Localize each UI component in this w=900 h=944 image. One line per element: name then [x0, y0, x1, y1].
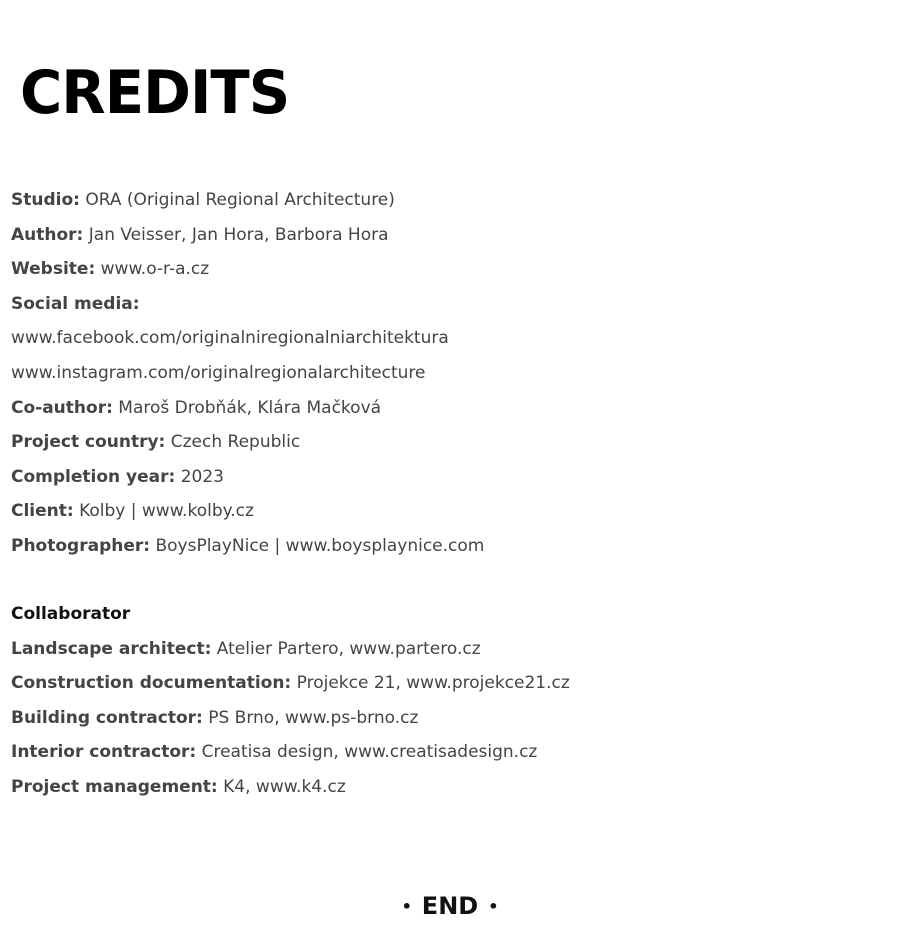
credit-label: Completion year: [11, 466, 176, 487]
credit-studio [11, 183, 484, 218]
credit-value: Czech Republic [165, 432, 301, 453]
credit-value: Jan Veisser, Jan Hora, Barbora Hora [83, 224, 389, 245]
credit-label: Client: [11, 501, 74, 522]
collab-interior-contractor [11, 735, 570, 770]
credit-completion-year [11, 460, 484, 495]
credit-author [11, 218, 484, 253]
credit-value: Projekce 21, www.projekce21.cz [291, 673, 570, 694]
credit-value: K4, www.k4.cz [217, 776, 346, 797]
collaborator-section [11, 597, 570, 805]
credit-value: Atelier Partero, www.partero.cz [211, 638, 481, 659]
credit-label: Project country: [11, 432, 166, 453]
bullet-icon: • [488, 897, 499, 916]
credit-label: Author: [11, 224, 84, 245]
credit-value: Maroš Drobňák, Klára Mačková [112, 397, 382, 418]
collab-landscape-architect [11, 632, 570, 667]
credit-label: Studio: [11, 190, 80, 210]
credit-co-author [11, 391, 484, 426]
credit-social-media [11, 287, 484, 322]
credit-value: www.facebook.com/originalniregionalniarchitektura [11, 328, 449, 349]
collab-construction-documentation [11, 666, 570, 701]
credits-list [11, 183, 484, 564]
credit-value: Kolby | www.kolby.cz [73, 501, 254, 522]
credit-label: Website: [11, 259, 96, 280]
credit-label: Interior contractor: [11, 742, 197, 763]
credit-label: Construction documentation: [11, 673, 292, 694]
credit-label: Photographer: [11, 535, 151, 556]
credit-project-country [11, 425, 484, 460]
collab-project-management [11, 770, 570, 805]
collaborator-heading: Collaborator [11, 604, 131, 624]
credit-client [11, 494, 484, 529]
bullet-icon: • [401, 897, 412, 916]
credit-label: Social media: [11, 293, 140, 314]
credit-value: PS Brno, www.ps-brno.cz [202, 707, 419, 728]
credit-label: Building contractor: [11, 707, 203, 728]
credit-value: ORA (Original Regional Architecture) [79, 190, 395, 210]
credit-instagram [11, 356, 484, 391]
credit-value: 2023 [175, 466, 224, 487]
end-marker [0, 888, 900, 925]
credit-value: BoysPlayNice | www.boysplaynice.com [150, 535, 485, 556]
credit-photographer [11, 529, 484, 564]
end-label: END [421, 892, 479, 920]
credit-value: Creatisa design, www.creatisadesign.cz [196, 742, 538, 763]
page-title: CREDITS [20, 58, 290, 128]
credit-value: www.instagram.com/originalregionalarchitecture [11, 362, 426, 383]
credit-label: Landscape architect: [11, 638, 212, 659]
credit-label: Project management: [11, 776, 218, 797]
credit-value: www.o-r-a.cz [95, 259, 210, 280]
credit-website [11, 252, 484, 287]
credit-facebook [11, 321, 484, 356]
collab-building-contractor [11, 701, 570, 736]
credit-label: Co-author: [11, 397, 113, 418]
